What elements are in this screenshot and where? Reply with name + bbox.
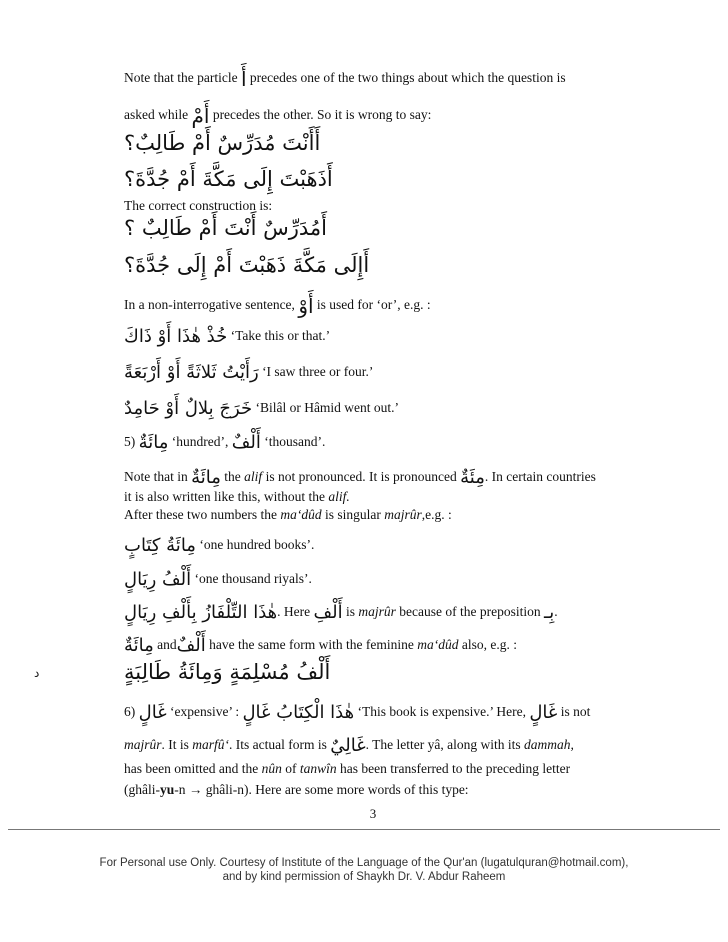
text-line xyxy=(124,66,566,92)
italic-term: nûn xyxy=(261,761,282,776)
arabic-text: أَلْفٌ xyxy=(176,635,206,656)
text: ‘This book is expensive.’ Here, xyxy=(357,704,526,720)
arabic-text: أَلْفِ xyxy=(313,602,343,623)
text: is xyxy=(346,604,356,620)
arabic-text: مِائَةٌ xyxy=(138,432,169,453)
arabic-text: خَرَجَ بِلالٌ أَوْ حَامِدٌ xyxy=(124,398,253,419)
text: precedes one of the two things about which the question is xyxy=(249,70,566,86)
arabic-text: أَمْ xyxy=(191,104,210,128)
text: also, e.g. : xyxy=(461,637,517,653)
text: . Here xyxy=(277,604,311,620)
footer-divider xyxy=(8,829,720,830)
text: is not pronounced. It is pronounced xyxy=(265,469,457,485)
example-line xyxy=(124,360,373,386)
text: it is also written like this, without the xyxy=(124,489,325,504)
page-number: 3 xyxy=(369,806,377,821)
text: asked while xyxy=(124,107,189,123)
arabic-text: بِـ xyxy=(543,602,555,623)
arabic-example-feminine xyxy=(124,657,330,687)
italic-term: majrûr xyxy=(384,507,422,522)
arabic-example-right-1 xyxy=(124,213,327,243)
margin-mark: د xyxy=(34,666,40,680)
arabic-text: أَوْ xyxy=(298,294,314,318)
numbered-item-5 xyxy=(124,430,325,456)
arabic-text: مِئَةٌ xyxy=(460,467,485,488)
arabic-text: أَذَهَبْتَ إِلَى مَكَّةَ أَمْ جُدَّةَ؟ xyxy=(124,167,333,191)
example-line xyxy=(124,600,558,626)
text: . In certain countries xyxy=(484,469,596,485)
text: precedes the other. So it is wrong to say: xyxy=(212,107,432,123)
text: is used for ‘or’, e.g. : xyxy=(316,297,431,313)
text-line xyxy=(124,633,517,659)
numbered-item-6 xyxy=(124,700,590,726)
italic-term: tanwîn xyxy=(299,761,337,776)
italic-term: majrûr xyxy=(124,737,162,753)
text-line xyxy=(124,506,452,524)
translation: ‘one thousand riyals’. xyxy=(194,571,312,587)
arabic-text: مِائَةٌ xyxy=(191,467,221,488)
footer-line: and by kind permission of Shaykh Dr. V. Abdur Raheem xyxy=(222,871,506,883)
text-line xyxy=(124,103,431,129)
translation: ‘one hundred books’. xyxy=(199,537,315,553)
text: because of the preposition xyxy=(399,604,541,620)
text: is not xyxy=(560,704,591,720)
italic-term: alif. xyxy=(328,489,350,504)
arabic-text: غَالٍ xyxy=(138,702,167,723)
italic-term: majrûr xyxy=(358,604,396,620)
text: ,e.g. : xyxy=(421,507,452,522)
footer xyxy=(0,856,728,884)
text: . Its actual form is xyxy=(229,737,327,753)
italic-term: alif xyxy=(244,469,263,485)
text-line xyxy=(124,293,431,319)
item-number: 6) xyxy=(124,704,136,720)
arabic-text: غَالٍ xyxy=(529,702,558,723)
text: ‘hundred’, xyxy=(171,434,229,450)
bold-term: yu xyxy=(160,782,175,797)
arabic-text: أَمُدَرِّسٌ أَنْتَ أَمْ طَالِبٌ ؟ xyxy=(124,216,327,240)
arrow-icon: → xyxy=(188,782,203,797)
text-line xyxy=(124,781,469,799)
text: Note that in xyxy=(124,469,188,485)
text: has been transferred to the preceding letter xyxy=(339,761,571,776)
text: the xyxy=(224,469,241,485)
text: ‘thousand’. xyxy=(264,434,326,450)
arabic-text: مِائَةُ كِتَابٍ xyxy=(124,535,196,556)
arabic-text: خُذْ هٰذَا أَوْ ذَاكَ xyxy=(124,326,228,347)
arabic-text: هٰذَا الْكِتَابُ غَالٍ xyxy=(242,702,355,723)
item-number: 5) xyxy=(124,434,136,450)
italic-term: ma‘dûd xyxy=(417,637,459,653)
italic-term: dammah, xyxy=(524,737,574,753)
example-line xyxy=(124,533,314,559)
translation: ‘I saw three or four.’ xyxy=(262,364,374,380)
text: is singular xyxy=(324,507,381,522)
text: (ghâli- xyxy=(124,782,160,797)
translation: ‘Bilâl or Hâmid went out.’ xyxy=(255,400,400,416)
text: ‘expensive’ : xyxy=(169,704,240,720)
example-line xyxy=(124,396,399,422)
arabic-text: أَإِلَى مَكَّةَ ذَهَبْتَ أَمْ إِلَى جُدَّةَ؟ xyxy=(124,253,370,277)
text-line xyxy=(124,488,350,506)
arabic-text: مِائَةٌ xyxy=(124,635,154,656)
example-line xyxy=(124,567,312,593)
footer-line: For Personal use Only. Courtesy of Institute of the Language of the Qur'an (lugatulquran@hotmail.com), xyxy=(99,857,629,869)
text: In a non-interrogative sentence, xyxy=(124,297,295,313)
text: and xyxy=(157,637,177,653)
text: . It is xyxy=(161,737,189,753)
arabic-text: أَأَنْتَ مُدَرِّسٌ أَمْ طَالِبٌ؟ xyxy=(124,131,321,155)
text-line xyxy=(124,760,570,778)
example-line xyxy=(124,324,330,350)
translation: ‘Take this or that.’ xyxy=(230,328,331,344)
text: . The letter yâ, along with its xyxy=(365,737,521,753)
italic-term: marfû‘ xyxy=(192,737,230,753)
arabic-text: أَلْفُ رِيَالٍ xyxy=(124,569,192,590)
text: -n xyxy=(174,782,186,797)
text: have the same form with the feminine xyxy=(209,637,414,653)
arabic-text: أَلْفُ مُسْلِمَةٍ وَمِائَةُ طَالِبَةٍ xyxy=(124,660,331,684)
text: . xyxy=(554,604,558,620)
arabic-text: أَ xyxy=(240,67,247,91)
text: The correct construction is: xyxy=(124,198,273,213)
arabic-example-wrong-1 xyxy=(124,128,320,158)
text: ghâli-n). Here are some more words of this type: xyxy=(205,782,469,797)
italic-term: ma‘dûd xyxy=(280,507,322,522)
arabic-text: غَالِيٌ xyxy=(330,735,366,756)
arabic-text: هٰذَا التِّلْفَازُ بِأَلْفِ رِيَالٍ xyxy=(124,602,278,623)
arabic-text: رَأَيْتُ ثَلاثَةً أَوْ أَرْبَعَةً xyxy=(124,362,259,383)
text: Note that the particle xyxy=(124,70,238,86)
text-line xyxy=(124,733,574,759)
text: of xyxy=(285,761,297,776)
arabic-text: أَلْفٌ xyxy=(231,432,261,453)
arabic-example-right-2 xyxy=(124,250,369,280)
arabic-example-wrong-2 xyxy=(124,164,333,194)
text: has been omitted and the xyxy=(124,761,259,776)
text: After these two numbers the xyxy=(124,507,277,522)
